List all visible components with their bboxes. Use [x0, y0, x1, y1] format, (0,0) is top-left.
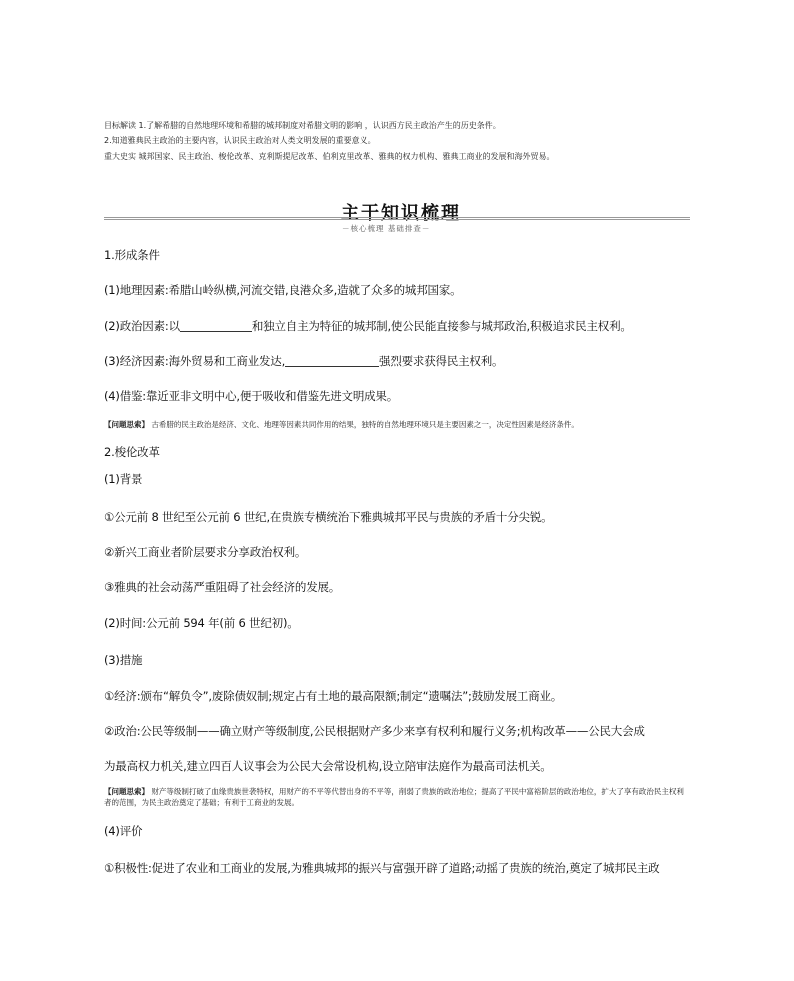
- paragraph-borrowing: (4)借鉴:靠近亚非文明中心,便于吸收和借鉴先进文明成果。: [104, 389, 399, 403]
- fill-blank-1[interactable]: [180, 319, 252, 332]
- paragraph-politics-before: (2)政治因素:以: [104, 319, 180, 333]
- note-tag: 【问题思索】: [104, 420, 149, 429]
- goal-line: 目标解读 1.了解希腊的自然地理环境和希腊的城邦制度对希腊文明的影响 ，认识西方民主政治产生的历史条件。: [104, 121, 501, 130]
- key-facts-line: 重大史实 城邦国家、民主政治、梭伦改革、克利斯提尼改革、伯利克里改革、雅典的权力机构、雅典工商业的发展和海外贸易。: [104, 152, 555, 161]
- paragraph-economy-before: (3)经济因素:海外贸易和工商业发达,: [104, 354, 286, 368]
- paragraph-economy: [104, 353, 503, 369]
- goal-line-2: 2.知道雅典民主政治的主要内容，认识民主政治对人类文明发展的重要意义。: [104, 136, 376, 145]
- background-item-2: ②新兴工商业者阶层要求分享政治权利。: [104, 545, 307, 559]
- paragraph-geography: (1)地理因素:希腊山岭纵横,河流交错,良港众多,造就了众多的城邦国家。: [104, 283, 462, 297]
- paragraph-politics-after: 和独立自主为特征的城邦制,使公民能直接参与城邦政治,积极追求民主权利。: [251, 319, 632, 333]
- title-divider: [104, 217, 690, 220]
- question-note-1: [104, 419, 690, 430]
- section-title: 主干知识梳理: [341, 203, 461, 224]
- note-text: 古希腊的民主政治是经济、文化、地理等因素共同作用的结果，独特的自然地理环境只是主要因素之一，决定性因素是经济条件。: [151, 420, 579, 429]
- note-tag: 【问题思索】: [104, 787, 149, 796]
- heading-solon-reform: 2.梭伦改革: [104, 445, 160, 459]
- evaluation-positive: ①积极性:促进了农业和工商业的发展,为雅典城邦的振兴与富强开辟了道路;动摇了贵族的统治,奠定了城邦民主政: [104, 861, 660, 875]
- measure-politics: ②政治:公民等级制——确立财产等级制度,公民根据财产多少来享有权利和履行义务;机构改革——公民大会成: [104, 724, 645, 738]
- paragraph-economy-after: 强烈要求获得民主权利。: [379, 354, 504, 368]
- subheading-time: (2)时间:公元前 594 年(前 6 世纪初)。: [104, 616, 299, 630]
- background-item-1: ①公元前 8 世纪至公元前 6 世纪,在贵族专横统治下雅典城邦平民与贵族的矛盾十分尖锐。: [104, 510, 553, 524]
- question-note-2: [104, 786, 690, 808]
- measure-economy: ①经济:颁布“解负令”,废除债奴制;规定占有土地的最高限额;制定“遗嘱法”;鼓励发展工商业。: [104, 689, 563, 703]
- measure-politics-continued: 为最高权力机关,建立四百人议事会为公民大会常设机构,设立陪审法庭作为最高司法机关。: [104, 759, 552, 773]
- background-item-3: ③雅典的社会动荡严重阻碍了社会经济的发展。: [104, 580, 341, 594]
- subheading-background: (1)背景: [104, 472, 143, 486]
- subheading-evaluation: (4)评价: [104, 824, 143, 838]
- heading-formation: 1.形成条件: [104, 248, 160, 262]
- subheading-measures: (3)措施: [104, 653, 143, 667]
- note-text: 财产等级制打破了血缘贵族世袭特权，用财产的不平等代替出身的不平等，削弱了贵族的政治地位；提高了平民中富裕阶层的政治地位，扩大了享有政治民主权利者的范围，为民主政治奠定了基础；有利于工商业的发展。: [104, 787, 684, 807]
- fill-blank-2[interactable]: [285, 354, 379, 367]
- paragraph-politics: [104, 318, 632, 334]
- section-subtitle: －核心梳理 基础排查－: [342, 224, 431, 233]
